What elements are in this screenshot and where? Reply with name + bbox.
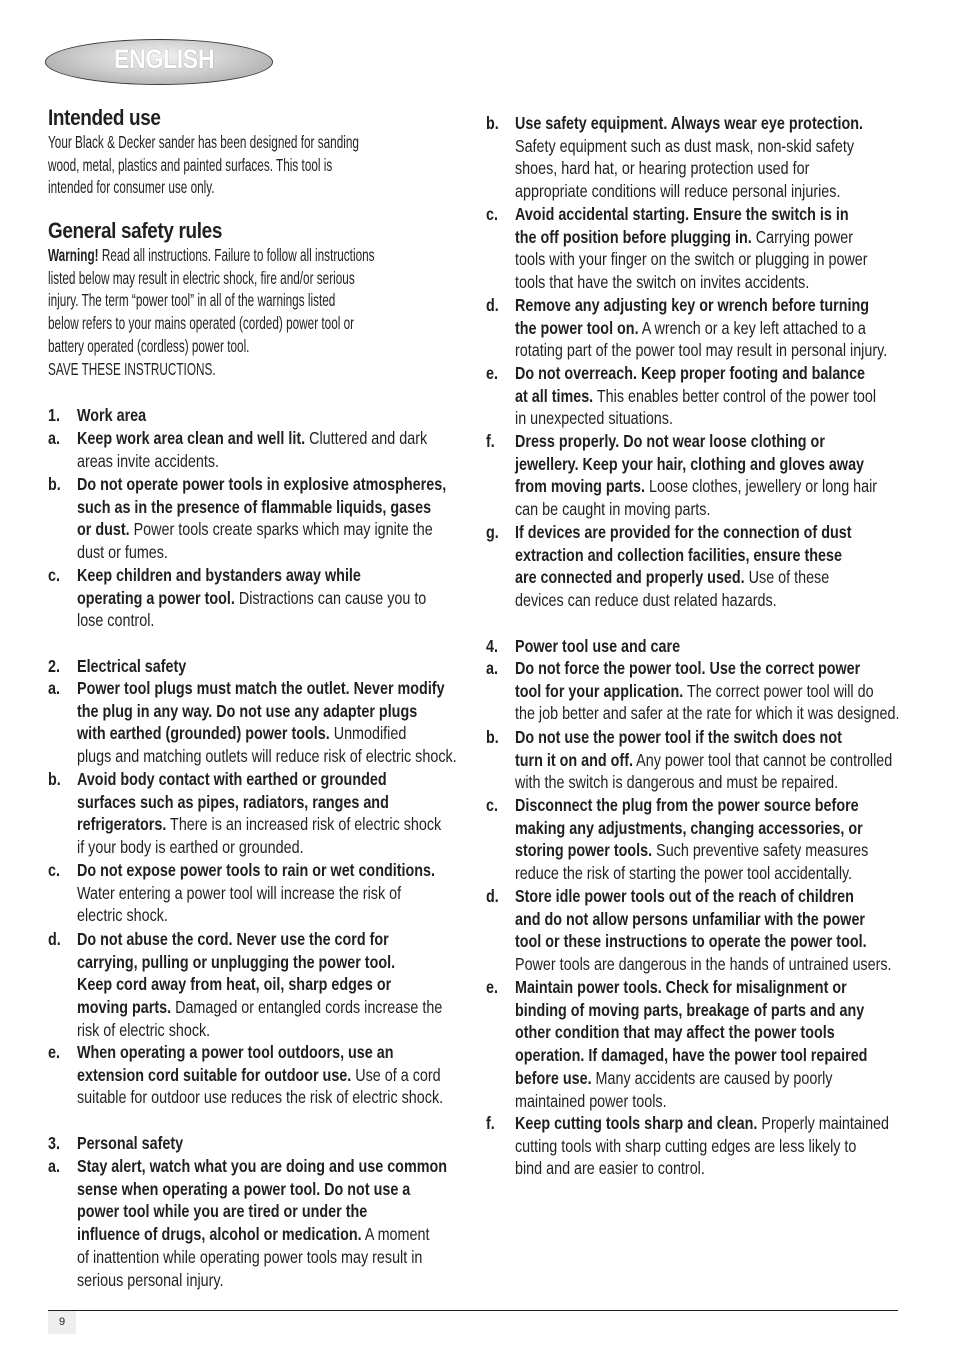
item-line xyxy=(77,587,426,610)
item-text xyxy=(515,362,954,430)
item-text xyxy=(515,1112,954,1180)
item-label: c. xyxy=(486,795,498,815)
bold-run: Keep work area clean and well lit. xyxy=(77,428,306,448)
item-line xyxy=(77,700,457,723)
item-line: suitable for outdoor use reduces the risk of electric shock. xyxy=(77,1087,444,1108)
item-line xyxy=(77,496,446,519)
item-line xyxy=(77,1178,447,1201)
bold-run: tool or these instructions to operate the power tool. xyxy=(515,931,867,952)
text-run: Loose clothes, jewellery or long hair xyxy=(644,476,878,497)
item-line xyxy=(515,1021,867,1044)
text-run: This enables better control of the power tool xyxy=(593,385,877,406)
item-line xyxy=(77,722,457,745)
item-label: e. xyxy=(48,1042,60,1062)
bold-run: Remove any adjusting key or wrench before turning xyxy=(515,295,870,315)
item-line: tools with your finger on the switch or plugging in power xyxy=(515,249,868,270)
bold-run: Electrical safety xyxy=(77,656,187,676)
item-line xyxy=(515,657,899,680)
bold-run: binding of moving parts, breakage of parts and any xyxy=(515,999,865,1020)
item-label: f. xyxy=(486,1113,495,1133)
bold-run: When operating a power tool outdoors, use an xyxy=(77,1042,394,1062)
item-label: g. xyxy=(486,522,499,542)
bold-run: the off position before plugging in. xyxy=(515,226,752,247)
item-text xyxy=(515,203,945,294)
item-line xyxy=(515,680,899,703)
item-line xyxy=(77,518,446,541)
item-line xyxy=(515,635,680,658)
item-text xyxy=(515,635,716,658)
item-line: if your body is earthed or grounded. xyxy=(77,837,304,858)
item-text xyxy=(77,655,210,678)
item-line xyxy=(515,749,892,772)
text-run: There is an increased risk of electric shock xyxy=(166,814,442,835)
item-line xyxy=(77,973,442,996)
bold-run: Keep cord away from heat, oil, sharp edges or xyxy=(77,974,392,995)
item-text xyxy=(515,794,946,885)
intended-use-line: wood, metal, plastics and painted surfaces. This tool is xyxy=(48,154,333,175)
item-line xyxy=(515,544,851,567)
item-line xyxy=(515,430,877,453)
bold-run: the power tool on. xyxy=(515,317,639,338)
item-line: lose control. xyxy=(77,610,155,631)
bold-run: from moving parts. xyxy=(515,476,645,497)
item-text xyxy=(77,564,503,632)
bold-run: power tool while you are tired or under the xyxy=(77,1201,368,1222)
text-run: Use of a cord xyxy=(351,1064,441,1085)
bold-run: other condition that may affect the power tools xyxy=(515,1022,835,1043)
item-text xyxy=(77,404,161,427)
bold-run: or dust. xyxy=(77,519,130,540)
item-line: tools that have the switch on invites accidents. xyxy=(515,272,810,293)
item-text xyxy=(77,928,523,1042)
item-line xyxy=(77,928,442,951)
language-label: ENGLISH xyxy=(114,44,215,74)
bold-run: are connected and properly used. xyxy=(515,567,745,588)
bold-run: moving parts. xyxy=(77,997,172,1018)
item-line xyxy=(77,859,435,882)
footer-rule xyxy=(48,1310,898,1311)
bold-run: extraction and collection facilities, ensure these xyxy=(515,544,842,565)
bold-run: such as in the presence of flammable liquids, gases xyxy=(77,496,432,517)
item-line xyxy=(515,976,867,999)
intended-use-line: Your Black & Decker sander has been designed for sanding xyxy=(48,132,359,152)
bold-run: Do not operate power tools in explosive atmospheres, xyxy=(77,474,447,494)
item-line xyxy=(515,317,887,340)
item-text xyxy=(77,859,514,927)
item-line: of inattention while operating power tools may result in xyxy=(77,1246,423,1267)
bold-run: operation. If damaged, have the power tool repaired xyxy=(515,1045,868,1066)
item-label: b. xyxy=(48,769,61,789)
intended-use-line: intended for consumer use only. xyxy=(48,177,215,198)
item-line xyxy=(77,768,441,791)
bold-run: extension cord suitable for outdoor use. xyxy=(77,1064,352,1085)
intended-use-text xyxy=(48,131,427,199)
item-label: d. xyxy=(48,929,61,949)
general-safety-title: General safety rules xyxy=(48,218,223,243)
item-line xyxy=(77,1041,443,1064)
item-label: 3. xyxy=(48,1133,60,1153)
item-line: in unexpected situations. xyxy=(515,408,673,429)
item-line: shoes, hard hat, or hearing protection used for xyxy=(515,158,810,179)
text-run: Read all instructions. Failure to follow all instructions xyxy=(98,245,375,265)
bold-run: If devices are provided for the connection of dust xyxy=(515,522,852,542)
bold-run: Avoid body contact with earthed or grounded xyxy=(77,769,387,789)
item-line xyxy=(515,885,892,908)
item-line xyxy=(515,817,868,840)
item-line: can be caught in moving parts. xyxy=(515,499,711,520)
item-label: e. xyxy=(486,363,498,383)
bold-run: and do not allow persons unfamiliar with the power xyxy=(515,908,866,929)
bold-run: Disconnect the plug from the power source before xyxy=(515,795,859,815)
item-text xyxy=(515,726,954,794)
text-run: Such preventive safety measures xyxy=(652,840,869,861)
general-safety-line: SAVE THESE INSTRUCTIONS. xyxy=(48,358,216,379)
item-label: a. xyxy=(48,678,60,698)
item-line xyxy=(77,791,441,814)
item-line: dust or fumes. xyxy=(77,542,168,563)
item-line xyxy=(515,794,868,817)
item-text xyxy=(77,473,527,564)
bold-run: turn it on and off. xyxy=(515,749,633,770)
item-text xyxy=(515,521,925,612)
bold-run: storing power tools. xyxy=(515,840,653,861)
item-line: with the switch is dangerous and must be repaired. xyxy=(515,772,839,793)
text-run: Power tools create sparks which may ignite the xyxy=(129,519,433,540)
item-line xyxy=(515,908,892,931)
item-text xyxy=(515,657,954,725)
bold-run: Power tool plugs must match the outlet. Never modify xyxy=(77,678,445,698)
item-line: reduce the risk of starting the power tool accidentally. xyxy=(515,863,853,884)
item-line xyxy=(515,294,887,317)
item-label: a. xyxy=(48,428,60,448)
item-text xyxy=(77,1041,523,1109)
item-line xyxy=(515,453,877,476)
item-line xyxy=(515,226,868,249)
item-label: b. xyxy=(486,727,499,747)
item-line: electric shock. xyxy=(77,905,168,926)
bold-run: Use safety equipment. Always wear eye protection. xyxy=(515,113,863,133)
bold-run: Store idle power tools out of the reach of children xyxy=(515,886,854,906)
text-run: Unmodified xyxy=(329,723,407,744)
general-safety-line: injury. The term “power tool” in all of the warnings listed xyxy=(48,290,336,311)
text-run: A moment xyxy=(361,1224,430,1245)
item-line xyxy=(77,996,442,1019)
item-text xyxy=(515,976,945,1112)
text-run: Many accidents are caused by poorly xyxy=(591,1067,833,1088)
item-label: 2. xyxy=(48,656,60,676)
intended-use-title: Intended use xyxy=(48,105,161,130)
item-label: a. xyxy=(486,658,498,678)
item-text xyxy=(515,430,954,521)
item-line: cutting tools with sharp cutting edges are less likely to xyxy=(515,1135,857,1156)
text-run: Cluttered and dark xyxy=(305,428,428,448)
item-line: appropriate conditions will reduce personal injuries. xyxy=(515,181,841,202)
item-line: Power tools are dangerous in the hands of untrained users. xyxy=(515,954,892,975)
text-run: Distractions can cause you to xyxy=(234,587,427,608)
item-label: a. xyxy=(48,1156,60,1176)
item-text xyxy=(77,768,521,859)
item-line: plugs and matching outlets will reduce risk of electric shock. xyxy=(77,746,457,767)
bold-run: surfaces such as pipes, radiators, ranges and xyxy=(77,791,389,812)
item-line xyxy=(77,655,186,678)
item-line xyxy=(77,951,442,974)
item-line xyxy=(77,404,146,427)
bold-run: tool for your application. xyxy=(515,680,684,701)
item-label: b. xyxy=(486,113,499,133)
item-line xyxy=(77,1155,447,1178)
item-text xyxy=(515,112,939,203)
bold-run: Avoid accidental starting. Ensure the switch is in xyxy=(515,204,849,224)
item-label: b. xyxy=(48,474,61,494)
item-line xyxy=(515,566,851,589)
bold-run: Do not use the power tool if the switch does not xyxy=(515,727,842,747)
item-line: risk of electric shock. xyxy=(77,1019,211,1040)
bold-run: before use. xyxy=(515,1067,592,1088)
item-line xyxy=(515,475,877,498)
item-line: devices can reduce dust related hazards. xyxy=(515,590,777,611)
bold-run: Do not expose power tools to rain or wet conditions. xyxy=(77,860,435,880)
item-label: c. xyxy=(48,565,60,585)
bold-run: Do not overreach. Keep proper footing and balance xyxy=(515,363,866,383)
bold-run: Power tool use and care xyxy=(515,636,681,656)
item-line xyxy=(515,203,868,226)
bold-run: with earthed (grounded) power tools. xyxy=(77,723,330,744)
bold-run: making any adjustments, changing accessories, or xyxy=(515,817,863,838)
text-run: A wrench or a key left attached to a xyxy=(638,317,866,338)
general-safety-line: listed below may result in electric shock, fire and/or serious xyxy=(48,267,355,288)
general-safety-line: battery operated (cordless) power tool. xyxy=(48,335,250,356)
bold-run: at all times. xyxy=(515,385,594,406)
text-run: The correct power tool will do xyxy=(683,680,874,701)
item-text xyxy=(515,294,954,362)
bold-run: Do not abuse the cord. Never use the cord for xyxy=(77,929,389,949)
bold-run: Warning! xyxy=(48,245,99,265)
page-number: 9 xyxy=(48,1311,76,1334)
item-line xyxy=(77,1223,447,1246)
item-line xyxy=(515,1067,867,1090)
general-safety-text xyxy=(48,244,446,380)
item-text xyxy=(515,885,954,976)
bold-run: Keep cutting tools sharp and clean. xyxy=(515,1113,758,1133)
item-label: c. xyxy=(48,860,60,880)
item-line: areas invite accidents. xyxy=(77,450,219,471)
bold-run: carrying, pulling or unplugging the power tool. xyxy=(77,951,396,972)
item-line xyxy=(77,1064,443,1087)
item-line xyxy=(77,1200,447,1223)
item-label: c. xyxy=(486,204,498,224)
item-line: Water entering a power tool will increase the risk of xyxy=(77,882,402,903)
bold-run: influence of drugs, alcohol or medication. xyxy=(77,1224,362,1245)
item-line xyxy=(515,726,892,749)
item-text xyxy=(77,427,504,472)
bold-run: Work area xyxy=(77,405,147,425)
item-label: 4. xyxy=(486,636,498,656)
bold-run: Personal safety xyxy=(77,1133,184,1153)
item-label: f. xyxy=(486,431,495,451)
text-run: Any power tool that cannot be controlled xyxy=(632,749,893,770)
item-line: rotating part of the power tool may result in personal injury. xyxy=(515,340,888,361)
item-text xyxy=(77,1155,528,1291)
item-line: serious personal injury. xyxy=(77,1269,224,1290)
general-safety-line xyxy=(48,244,375,267)
item-label: 1. xyxy=(48,405,60,425)
item-line: Safety equipment such as dust mask, non-skid safety xyxy=(515,135,854,156)
item-label: d. xyxy=(486,295,499,315)
bold-run: the plug in any way. Do not use any adapter plugs xyxy=(77,700,418,721)
item-text xyxy=(77,677,540,768)
item-text xyxy=(77,1132,206,1155)
item-line xyxy=(77,473,446,496)
item-line xyxy=(77,564,426,587)
item-line xyxy=(515,362,876,385)
bold-run: jewellery. Keep your hair, clothing and gloves away xyxy=(515,453,865,474)
bold-run: Maintain power tools. Check for misalignment or xyxy=(515,977,847,997)
item-line xyxy=(515,930,892,953)
item-line xyxy=(77,813,441,836)
item-line: maintained power tools. xyxy=(515,1090,667,1111)
bold-run: Stay alert, watch what you are doing and use common xyxy=(77,1156,447,1176)
text-run: Use of these xyxy=(744,567,830,588)
item-line xyxy=(515,839,868,862)
item-line xyxy=(515,521,851,544)
text-run: Properly maintained xyxy=(757,1113,890,1133)
bold-run: refrigerators. xyxy=(77,814,167,835)
general-safety-line: below refers to your mains operated (corded) power tool or xyxy=(48,313,355,334)
text-run: Damaged or entangled cords increase the xyxy=(171,997,443,1018)
text-run: Carrying power xyxy=(751,226,854,247)
bold-run: operating a power tool. xyxy=(77,587,235,608)
item-line: bind and are easier to control. xyxy=(515,1158,705,1179)
item-line xyxy=(77,677,457,700)
bold-run: Do not force the power tool. Use the correct power xyxy=(515,658,861,678)
item-label: e. xyxy=(486,977,498,997)
item-line xyxy=(77,1132,183,1155)
item-line: the job better and safer at the rate for which it was designed. xyxy=(515,703,900,724)
bold-run: sense when operating a power tool. Do not use a xyxy=(77,1178,411,1199)
item-label: d. xyxy=(486,886,499,906)
item-line xyxy=(515,112,863,135)
item-line xyxy=(515,1112,889,1135)
bold-run: Keep children and bystanders away while xyxy=(77,565,361,585)
item-line xyxy=(515,385,876,408)
item-line xyxy=(515,1044,867,1067)
item-line xyxy=(515,999,867,1022)
item-line xyxy=(77,427,427,450)
bold-run: Dress properly. Do not wear loose clothing or xyxy=(515,431,825,451)
